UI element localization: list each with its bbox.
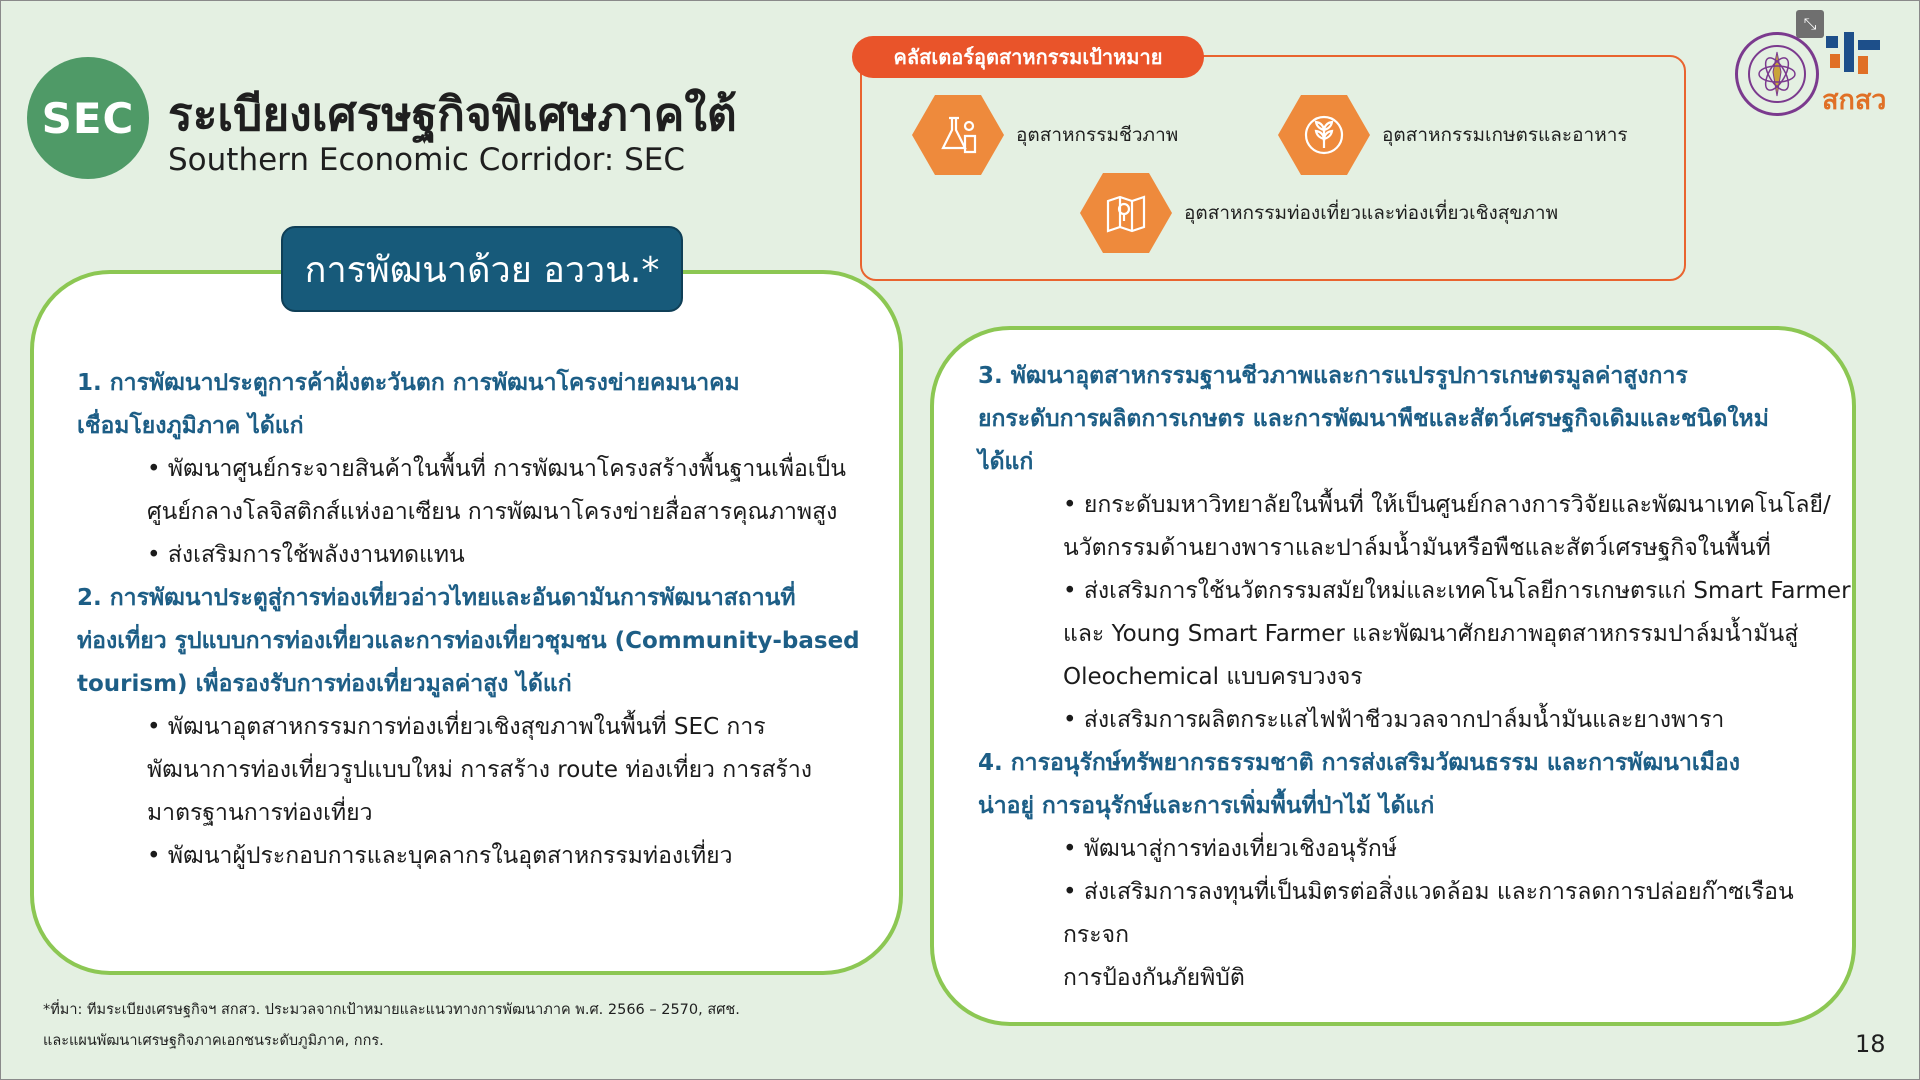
heading-3-cont: ยกระดับการผลิตการเกษตร และการพัฒนาพืชและสัตว์เศรษฐกิจเดิมและชนิดใหม่ bbox=[978, 406, 1769, 432]
cluster-item-label: อุตสาหกรรมชีวภาพ bbox=[1016, 124, 1179, 146]
cluster-label: คลัสเตอร์อุตสาหกรรมเป้าหมาย bbox=[852, 36, 1204, 78]
heading-2: 2. การพัฒนาประตูสู่การท่องเที่ยวอ่าวไทยและอันดามันการพัฒนาสถานที่ bbox=[77, 585, 796, 611]
bullet-text: • ส่งเสริมการผลิตกระแสไฟฟ้าชีวมวลจากปาล์มน้ำมันและยางพารา bbox=[1063, 707, 1725, 733]
bullet-text: • พัฒนาอุตสาหกรรมการท่องเที่ยวเชิงสุขภาพในพื้นที่ SEC การ bbox=[147, 714, 766, 740]
collapse-icon[interactable]: ⤡ bbox=[1796, 10, 1824, 38]
heading-1: 1. การพัฒนาประตูการค้าฝั่งตะวันตก การพัฒนาโครงข่ายคมนาคม bbox=[77, 370, 740, 396]
bullet-text: Oleochemical แบบครบวงจร bbox=[1063, 664, 1363, 690]
heading-3: 3. พัฒนาอุตสาหกรรมฐานชีวภาพและการแปรรูปการเกษตรมูลค่าสูงการ bbox=[978, 363, 1688, 389]
right-panel-text bbox=[978, 355, 1851, 1000]
bullet-text: • พัฒนาศูนย์กระจายสินค้าในพื้นที่ การพัฒนาโครงสร้างพื้นฐานเพื่อเป็น bbox=[147, 456, 846, 482]
tourism-map-icon bbox=[1080, 173, 1172, 253]
bullet-text: และ Young Smart Farmer และพัฒนาศักยภาพอุตสาหกรรมปาล์มน้ำมันสู่ bbox=[1063, 621, 1799, 647]
page-title: ระเบียงเศรษฐกิจพิเศษภาคใต้ bbox=[168, 87, 737, 141]
bullet-text: มาตรฐานการท่องเที่ยว bbox=[147, 800, 373, 826]
cluster-item-tourism bbox=[1080, 173, 1558, 253]
cluster-item-agri-food bbox=[1278, 95, 1628, 175]
section-tag: การพัฒนาด้วย อววน.* bbox=[281, 226, 683, 312]
heading-2-cont: tourism) เพื่อรองรับการท่องเที่ยวมูลค่าสูง ได้แก่ bbox=[77, 671, 572, 697]
cluster-item-label: อุตสาหกรรมท่องเที่ยวและท่องเที่ยวเชิงสุขภาพ bbox=[1184, 202, 1559, 224]
bullet-text: พัฒนาการท่องเที่ยวรูปแบบใหม่ การสร้าง route ท่องเที่ยว การสร้าง bbox=[147, 757, 813, 783]
heading-3-cont: ได้แก่ bbox=[978, 449, 1034, 475]
heading-2-cont: ท่องเที่ยว รูปแบบการท่องเที่ยวและการท่องเที่ยวชุมชน (Community-based bbox=[77, 628, 860, 654]
page-subtitle: Southern Economic Corridor: SEC bbox=[168, 142, 686, 178]
bullet-text: • พัฒนาผู้ประกอบการและบุคลากรในอุตสาหกรรมท่องเที่ยว bbox=[147, 843, 733, 869]
source-footnote bbox=[43, 995, 740, 1057]
bullet-text: • ส่งเสริมการลงทุนที่เป็นมิตรต่อสิ่งแวดล้อม และการลดการปล่อยก๊าซเรือน bbox=[1063, 879, 1794, 905]
bullet-text: • ยกระดับมหาวิทยาลัยในพื้นที่ ให้เป็นศูนย์กลางการวิจัยและพัฒนาเทคโนโลยี/ bbox=[1063, 492, 1831, 518]
tsri-logo-text: สกสว bbox=[1822, 85, 1887, 116]
heading-1-cont: เชื่อมโยงภูมิภาค ได้แก่ bbox=[77, 413, 304, 439]
bullet-text: • พัฒนาสู่การท่องเที่ยวเชิงอนุรักษ์ bbox=[1063, 836, 1397, 862]
institution-seal-logo bbox=[1735, 32, 1819, 116]
page-number: 18 bbox=[1855, 1030, 1886, 1058]
bullet-text: ศูนย์กลางโลจิสติกส์แห่งอาเซียน การพัฒนาโครงข่ายสื่อสารคุณภาพสูง bbox=[147, 499, 838, 525]
cluster-item-label: อุตสาหกรรมเกษตรและอาหาร bbox=[1382, 124, 1628, 146]
bullet-text: การป้องกันภัยพิบัติ bbox=[1063, 965, 1245, 991]
grain-icon bbox=[1278, 95, 1370, 175]
heading-4: 4. การอนุรักษ์ทรัพยากรธรรมชาติ การส่งเสริมวัฒนธรรม และการพัฒนาเมือง bbox=[978, 750, 1740, 776]
left-panel-text bbox=[77, 362, 860, 878]
cluster-item-bio bbox=[912, 95, 1178, 175]
sec-badge: SEC bbox=[27, 57, 149, 179]
bio-lab-icon bbox=[912, 95, 1004, 175]
footnote-line: และแผนพัฒนาเศรษฐกิจภาคเอกชนระดับภูมิภาค, กกร. bbox=[43, 1033, 384, 1049]
footnote-line: *ที่มา: ทีมระเบียงเศรษฐกิจฯ สกสว. ประมวลจากเป้าหมายและแนวทางการพัฒนาภาค พ.ศ. 2566 – 2570, สศช. bbox=[43, 1002, 740, 1018]
bullet-text: กระจก bbox=[1063, 922, 1130, 948]
heading-4-cont: น่าอยู่ การอนุรักษ์และการเพิ่มพื้นที่ป่าไม้ ได้แก่ bbox=[978, 793, 1435, 819]
bullet-text: • ส่งเสริมการใช้พลังงานทดแทน bbox=[147, 542, 465, 568]
bullet-text: • ส่งเสริมการใช้นวัตกรรมสมัยใหม่และเทคโนโลยีการเกษตรแก่ Smart Farmer bbox=[1063, 578, 1851, 604]
bullet-text: นวัตกรรมด้านยางพาราและปาล์มน้ำมันหรือพืชและสัตว์เศรษฐกิจในพื้นที่ bbox=[1063, 535, 1771, 561]
